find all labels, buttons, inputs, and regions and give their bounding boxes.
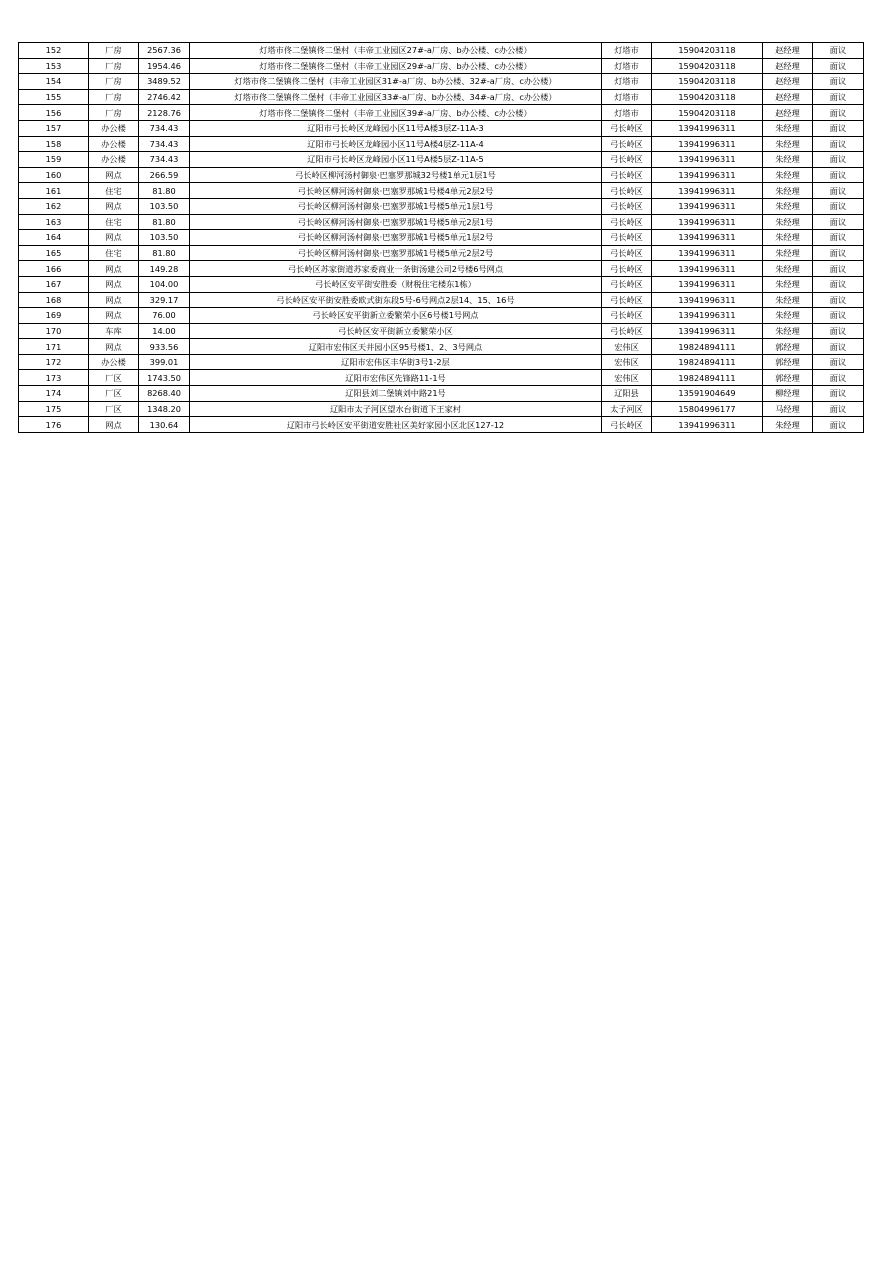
table-row xyxy=(19,230,864,246)
phone-cell: 13941996311 xyxy=(652,230,763,246)
table-row xyxy=(19,136,864,152)
price-cell: 面议 xyxy=(813,417,864,433)
area-cell: 2567.36 xyxy=(139,43,190,59)
price-cell: 面议 xyxy=(813,120,864,136)
table-row xyxy=(19,120,864,136)
property-type-cell: 厂房 xyxy=(89,105,139,121)
district-cell: 弓长岭区 xyxy=(602,136,652,152)
contact-cell: 朱经理 xyxy=(763,323,813,339)
table-row xyxy=(19,308,864,324)
contact-cell: 赵经理 xyxy=(763,105,813,121)
district-cell: 弓长岭区 xyxy=(602,198,652,214)
phone-cell: 13941996311 xyxy=(652,292,763,308)
phone-cell: 13941996311 xyxy=(652,323,763,339)
phone-cell: 13941996311 xyxy=(652,214,763,230)
table-row xyxy=(19,370,864,386)
area-cell: 8268.40 xyxy=(139,386,190,402)
area-cell: 1954.46 xyxy=(139,58,190,74)
row-number-cell: 167 xyxy=(19,276,89,292)
price-cell: 面议 xyxy=(813,339,864,355)
property-type-cell: 厂房 xyxy=(89,89,139,105)
phone-cell: 15804996177 xyxy=(652,401,763,417)
contact-cell: 赵经理 xyxy=(763,58,813,74)
table-row xyxy=(19,198,864,214)
price-cell: 面议 xyxy=(813,89,864,105)
phone-cell: 13941996311 xyxy=(652,136,763,152)
phone-cell: 13591904649 xyxy=(652,386,763,402)
phone-cell: 15904203118 xyxy=(652,105,763,121)
table-row xyxy=(19,152,864,168)
phone-cell: 13941996311 xyxy=(652,183,763,199)
property-type-cell: 住宅 xyxy=(89,183,139,199)
address-cell: 弓长岭区安平街新立委繁荣小区6号楼1号网点 xyxy=(190,308,602,324)
district-cell: 宏伟区 xyxy=(602,370,652,386)
address-cell: 弓长岭区柳河汤村御泉·巴塞罗那城1号楼5单元1层1号 xyxy=(190,198,602,214)
row-number-cell: 176 xyxy=(19,417,89,433)
district-cell: 弓长岭区 xyxy=(602,120,652,136)
contact-cell: 柳经理 xyxy=(763,386,813,402)
property-type-cell: 厂房 xyxy=(89,43,139,59)
district-cell: 弓长岭区 xyxy=(602,292,652,308)
price-cell: 面议 xyxy=(813,323,864,339)
contact-cell: 朱经理 xyxy=(763,308,813,324)
table-row xyxy=(19,74,864,90)
address-cell: 灯塔市佟二堡镇佟二堡村（丰帝工业园区33#-a厂房、b办公楼、34#-a厂房、c办公楼） xyxy=(190,89,602,105)
price-cell: 面议 xyxy=(813,401,864,417)
phone-cell: 13941996311 xyxy=(652,417,763,433)
district-cell: 弓长岭区 xyxy=(602,230,652,246)
phone-cell: 13941996311 xyxy=(652,276,763,292)
phone-cell: 13941996311 xyxy=(652,152,763,168)
table-row xyxy=(19,105,864,121)
price-cell: 面议 xyxy=(813,58,864,74)
row-number-cell: 156 xyxy=(19,105,89,121)
property-type-cell: 网点 xyxy=(89,167,139,183)
area-cell: 149.28 xyxy=(139,261,190,277)
table-row xyxy=(19,58,864,74)
area-cell: 130.64 xyxy=(139,417,190,433)
table-row xyxy=(19,261,864,277)
row-number-cell: 162 xyxy=(19,198,89,214)
address-cell: 辽阳市宏伟区天井园小区95号楼1、2、3号网点 xyxy=(190,339,602,355)
area-cell: 329.17 xyxy=(139,292,190,308)
property-type-cell: 厂区 xyxy=(89,370,139,386)
area-cell: 3489.52 xyxy=(139,74,190,90)
contact-cell: 郭经理 xyxy=(763,339,813,355)
table-row xyxy=(19,323,864,339)
phone-cell: 15904203118 xyxy=(652,89,763,105)
address-cell: 弓长岭区柳河汤村御泉·巴塞罗那城1号楼4单元2层2号 xyxy=(190,183,602,199)
row-number-cell: 163 xyxy=(19,214,89,230)
price-cell: 面议 xyxy=(813,370,864,386)
contact-cell: 朱经理 xyxy=(763,167,813,183)
contact-cell: 朱经理 xyxy=(763,183,813,199)
property-type-cell: 厂区 xyxy=(89,386,139,402)
address-cell: 弓长岭区安平街安胜委（财税住宅楼东1栋） xyxy=(190,276,602,292)
price-cell: 面议 xyxy=(813,386,864,402)
contact-cell: 朱经理 xyxy=(763,136,813,152)
contact-cell: 朱经理 xyxy=(763,230,813,246)
row-number-cell: 152 xyxy=(19,43,89,59)
phone-cell: 13941996311 xyxy=(652,245,763,261)
address-cell: 弓长岭区安平街新立委繁荣小区 xyxy=(190,323,602,339)
property-type-cell: 住宅 xyxy=(89,245,139,261)
area-cell: 266.59 xyxy=(139,167,190,183)
table-row xyxy=(19,354,864,370)
address-cell: 弓长岭区柳河汤村御泉·巴塞罗那城32号楼1单元1层1号 xyxy=(190,167,602,183)
row-number-cell: 165 xyxy=(19,245,89,261)
phone-cell: 15904203118 xyxy=(652,74,763,90)
row-number-cell: 172 xyxy=(19,354,89,370)
area-cell: 2128.76 xyxy=(139,105,190,121)
price-cell: 面议 xyxy=(813,292,864,308)
table-row xyxy=(19,276,864,292)
district-cell: 弓长岭区 xyxy=(602,276,652,292)
row-number-cell: 168 xyxy=(19,292,89,308)
address-cell: 辽阳市弓长岭区安平街道安胜社区美好家园小区北区127-12 xyxy=(190,417,602,433)
contact-cell: 朱经理 xyxy=(763,276,813,292)
row-number-cell: 170 xyxy=(19,323,89,339)
phone-cell: 19824894111 xyxy=(652,370,763,386)
contact-cell: 郭经理 xyxy=(763,370,813,386)
property-type-cell: 办公楼 xyxy=(89,136,139,152)
district-cell: 弓长岭区 xyxy=(602,214,652,230)
price-cell: 面议 xyxy=(813,152,864,168)
area-cell: 81.80 xyxy=(139,183,190,199)
address-cell: 弓长岭区苏家街道苏家委商业一条街汤建公司2号楼6号网点 xyxy=(190,261,602,277)
district-cell: 弓长岭区 xyxy=(602,308,652,324)
property-type-cell: 办公楼 xyxy=(89,120,139,136)
area-cell: 2746.42 xyxy=(139,89,190,105)
district-cell: 弓长岭区 xyxy=(602,183,652,199)
property-type-cell: 网点 xyxy=(89,308,139,324)
price-cell: 面议 xyxy=(813,198,864,214)
contact-cell: 赵经理 xyxy=(763,74,813,90)
row-number-cell: 155 xyxy=(19,89,89,105)
table-row xyxy=(19,292,864,308)
table-row xyxy=(19,43,864,59)
price-cell: 面议 xyxy=(813,354,864,370)
area-cell: 81.80 xyxy=(139,214,190,230)
row-number-cell: 171 xyxy=(19,339,89,355)
property-type-cell: 网点 xyxy=(89,276,139,292)
contact-cell: 朱经理 xyxy=(763,120,813,136)
row-number-cell: 174 xyxy=(19,386,89,402)
price-cell: 面议 xyxy=(813,183,864,199)
row-number-cell: 157 xyxy=(19,120,89,136)
row-number-cell: 154 xyxy=(19,74,89,90)
area-cell: 14.00 xyxy=(139,323,190,339)
row-number-cell: 175 xyxy=(19,401,89,417)
table-row xyxy=(19,183,864,199)
table-row xyxy=(19,386,864,402)
area-cell: 734.43 xyxy=(139,152,190,168)
contact-cell: 郭经理 xyxy=(763,354,813,370)
district-cell: 灯塔市 xyxy=(602,89,652,105)
table-row xyxy=(19,417,864,433)
property-type-cell: 住宅 xyxy=(89,214,139,230)
address-cell: 辽阳市弓长岭区龙峰园小区11号A楼4层Z-11A-4 xyxy=(190,136,602,152)
phone-cell: 13941996311 xyxy=(652,120,763,136)
contact-cell: 朱经理 xyxy=(763,261,813,277)
area-cell: 1743.50 xyxy=(139,370,190,386)
phone-cell: 19824894111 xyxy=(652,354,763,370)
property-type-cell: 厂区 xyxy=(89,401,139,417)
price-cell: 面议 xyxy=(813,105,864,121)
phone-cell: 13941996311 xyxy=(652,308,763,324)
contact-cell: 朱经理 xyxy=(763,292,813,308)
listing-body xyxy=(19,43,864,433)
address-cell: 灯塔市佟二堡镇佟二堡村（丰帝工业园区31#-a厂房、b办公楼、32#-a厂房、c办公楼） xyxy=(190,74,602,90)
address-cell: 弓长岭区安平街安胜委欧式街东段5号-6号网点2层14、15、16号 xyxy=(190,292,602,308)
area-cell: 933.56 xyxy=(139,339,190,355)
area-cell: 103.50 xyxy=(139,198,190,214)
address-cell: 灯塔市佟二堡镇佟二堡村（丰帝工业园区39#-a厂房、b办公楼、c办公楼） xyxy=(190,105,602,121)
address-cell: 辽阳县刘二堡镇刘中路21号 xyxy=(190,386,602,402)
property-type-cell: 办公楼 xyxy=(89,152,139,168)
price-cell: 面议 xyxy=(813,74,864,90)
district-cell: 灯塔市 xyxy=(602,105,652,121)
area-cell: 81.80 xyxy=(139,245,190,261)
phone-cell: 13941996311 xyxy=(652,198,763,214)
price-cell: 面议 xyxy=(813,276,864,292)
contact-cell: 赵经理 xyxy=(763,89,813,105)
row-number-cell: 173 xyxy=(19,370,89,386)
table-row xyxy=(19,214,864,230)
property-type-cell: 网点 xyxy=(89,230,139,246)
property-type-cell: 厂房 xyxy=(89,74,139,90)
table-row xyxy=(19,89,864,105)
row-number-cell: 158 xyxy=(19,136,89,152)
district-cell: 太子河区 xyxy=(602,401,652,417)
row-number-cell: 159 xyxy=(19,152,89,168)
district-cell: 弓长岭区 xyxy=(602,417,652,433)
contact-cell: 朱经理 xyxy=(763,152,813,168)
property-listing-table xyxy=(18,42,864,433)
phone-cell: 13941996311 xyxy=(652,261,763,277)
area-cell: 734.43 xyxy=(139,136,190,152)
row-number-cell: 153 xyxy=(19,58,89,74)
property-type-cell: 网点 xyxy=(89,198,139,214)
address-cell: 辽阳市弓长岭区龙峰园小区11号A楼5层Z-11A-5 xyxy=(190,152,602,168)
district-cell: 宏伟区 xyxy=(602,354,652,370)
price-cell: 面议 xyxy=(813,308,864,324)
district-cell: 弓长岭区 xyxy=(602,261,652,277)
contact-cell: 朱经理 xyxy=(763,198,813,214)
row-number-cell: 160 xyxy=(19,167,89,183)
table-row xyxy=(19,245,864,261)
district-cell: 灯塔市 xyxy=(602,58,652,74)
property-listing-sheet xyxy=(18,42,864,433)
district-cell: 弓长岭区 xyxy=(602,323,652,339)
phone-cell: 15904203118 xyxy=(652,43,763,59)
price-cell: 面议 xyxy=(813,43,864,59)
contact-cell: 朱经理 xyxy=(763,214,813,230)
address-cell: 辽阳市太子河区望水台街道下王家村 xyxy=(190,401,602,417)
price-cell: 面议 xyxy=(813,245,864,261)
area-cell: 104.00 xyxy=(139,276,190,292)
property-type-cell: 车库 xyxy=(89,323,139,339)
address-cell: 弓长岭区柳河汤村御泉·巴塞罗那城1号楼5单元1层2号 xyxy=(190,230,602,246)
row-number-cell: 169 xyxy=(19,308,89,324)
contact-cell: 赵经理 xyxy=(763,43,813,59)
table-row xyxy=(19,339,864,355)
property-type-cell: 网点 xyxy=(89,261,139,277)
row-number-cell: 161 xyxy=(19,183,89,199)
property-type-cell: 网点 xyxy=(89,339,139,355)
property-type-cell: 网点 xyxy=(89,292,139,308)
contact-cell: 朱经理 xyxy=(763,245,813,261)
price-cell: 面议 xyxy=(813,261,864,277)
property-type-cell: 厂房 xyxy=(89,58,139,74)
price-cell: 面议 xyxy=(813,214,864,230)
address-cell: 灯塔市佟二堡镇佟二堡村（丰帝工业园区29#-a厂房、b办公楼、c办公楼） xyxy=(190,58,602,74)
area-cell: 103.50 xyxy=(139,230,190,246)
district-cell: 宏伟区 xyxy=(602,339,652,355)
address-cell: 辽阳市弓长岭区龙峰园小区11号A楼3层Z-11A-3 xyxy=(190,120,602,136)
district-cell: 辽阳县 xyxy=(602,386,652,402)
phone-cell: 15904203118 xyxy=(652,58,763,74)
address-cell: 辽阳市宏伟区先锋路11-1号 xyxy=(190,370,602,386)
property-type-cell: 办公楼 xyxy=(89,354,139,370)
phone-cell: 13941996311 xyxy=(652,167,763,183)
area-cell: 1348.20 xyxy=(139,401,190,417)
address-cell: 灯塔市佟二堡镇佟二堡村（丰帝工业园区27#-a厂房、b办公楼、c办公楼） xyxy=(190,43,602,59)
table-row xyxy=(19,401,864,417)
phone-cell: 19824894111 xyxy=(652,339,763,355)
property-type-cell: 网点 xyxy=(89,417,139,433)
address-cell: 弓长岭区柳河汤村御泉·巴塞罗那城1号楼5单元2层2号 xyxy=(190,245,602,261)
contact-cell: 马经理 xyxy=(763,401,813,417)
district-cell: 灯塔市 xyxy=(602,43,652,59)
price-cell: 面议 xyxy=(813,136,864,152)
area-cell: 734.43 xyxy=(139,120,190,136)
row-number-cell: 166 xyxy=(19,261,89,277)
district-cell: 弓长岭区 xyxy=(602,167,652,183)
price-cell: 面议 xyxy=(813,167,864,183)
district-cell: 弓长岭区 xyxy=(602,152,652,168)
area-cell: 399.01 xyxy=(139,354,190,370)
area-cell: 76.00 xyxy=(139,308,190,324)
contact-cell: 朱经理 xyxy=(763,417,813,433)
table-row xyxy=(19,167,864,183)
district-cell: 弓长岭区 xyxy=(602,245,652,261)
address-cell: 弓长岭区柳河汤村御泉·巴塞罗那城1号楼5单元2层1号 xyxy=(190,214,602,230)
row-number-cell: 164 xyxy=(19,230,89,246)
district-cell: 灯塔市 xyxy=(602,74,652,90)
price-cell: 面议 xyxy=(813,230,864,246)
address-cell: 辽阳市宏伟区丰华街3号1-2层 xyxy=(190,354,602,370)
